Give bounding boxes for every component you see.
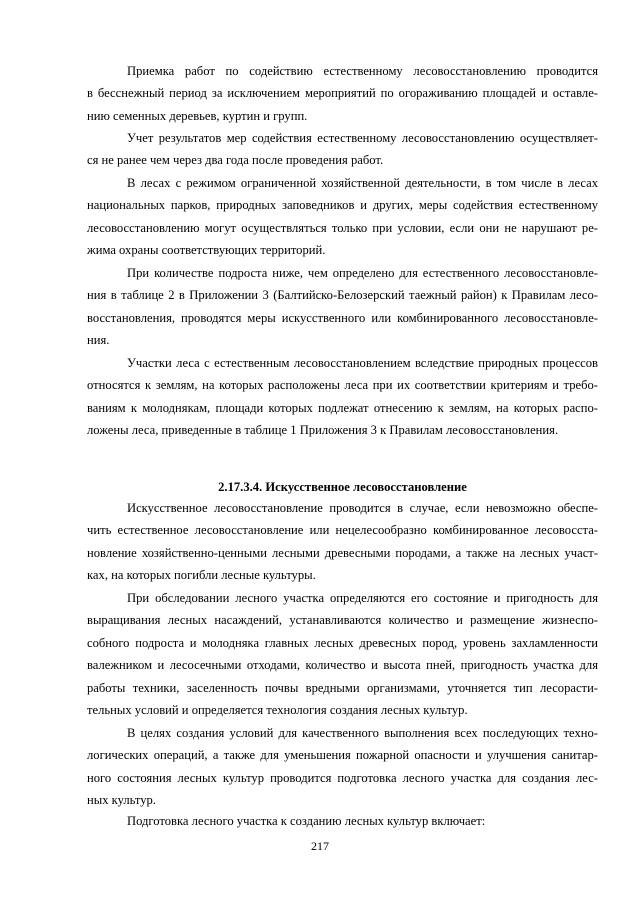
text-line: Искусственное лесовосстановление проводится в случае, если невозможно обеспе-: [127, 501, 598, 515]
text-line: ся не ранее чем через два года после проведения работ.: [87, 153, 384, 168]
page-number: 217: [311, 839, 329, 853]
text-line: валежником и лесосечными отходами, количество и высота пней, пригодность участка для: [87, 658, 598, 673]
paragraph-limited-activity: [87, 172, 598, 262]
text-line: выращивания лесных насаждений, устанавливаются количество и размещение жизнеспо-: [87, 613, 598, 628]
text-line: ния в таблице 2 в Приложении 3 (Балтийско-Белозерский таежный район) к Правилам лесо-: [87, 288, 598, 303]
text-line: ния.: [87, 333, 110, 348]
text-line: ваниям к молоднякам, площади которых подлежат отнесению к землям, на которых распо-: [87, 400, 598, 415]
text-line: ного состояния лесных культур проводится подготовка лесного участка для создания лес-: [87, 770, 598, 785]
text-line: новление хозяйственно-ценными лесными древесными породами, а также на лесных участ-: [87, 545, 598, 560]
text-line: восстановления, проводятся меры искусственного или комбинированного лесовосстановле-: [87, 310, 598, 325]
text-line: Учет результатов мер содействия естественному лесовосстановлению осуществляет-: [127, 131, 598, 145]
text-line: нию семенных деревьев, куртин и групп.: [87, 108, 308, 123]
text-line: тельных условий и определяется технология создания лесных культур.: [87, 702, 468, 717]
text-line: ных культур.: [87, 793, 156, 808]
text-line: относятся к землям, на которых расположены леса при их соответствии критериям и требо-: [87, 378, 598, 393]
text-line: Участки леса с естественным лесовосстановлением вследствие природных процессов: [127, 356, 598, 370]
text-line: ложены леса, приведенные в таблице 1 Приложения 3 к Правилам лесовосстановления.: [87, 423, 559, 438]
text-line: В целях создания условий для качественного выполнения всех последующих техно-: [127, 726, 598, 740]
text-line: При количестве подроста ниже, чем определено для естественного лесовосстановле-: [127, 266, 598, 280]
section-heading: 2.17.3.4. Искусственное лесовосстановление: [218, 480, 467, 494]
paragraph-acceptance: [87, 60, 598, 127]
paragraph-site-survey: [87, 587, 598, 721]
text-line: жима охраны соответствующих территорий.: [87, 243, 326, 258]
text-line: собного подроста и молодняка главных лесных древесных пород, уровень захламленности: [87, 635, 598, 650]
text-line: в бесснежный период за исключением мероприятий по огораживанию площадей и оставле-: [87, 86, 598, 101]
paragraph-preparation-includes: [87, 810, 598, 832]
text-line: При обследовании лесного участка определяются его состояние и пригодность для: [127, 591, 598, 605]
text-line: Приемка работ по содействию естественному лесовосстановлению проводится: [127, 64, 598, 78]
text-line: чить естественное лесовосстановление или нецелесообразно комбинированное лесовосста-: [87, 523, 598, 538]
text-line: Подготовка лесного участка к созданию лесных культур включает:: [127, 814, 486, 828]
text-line: ках, на которых погибли лесные культуры.: [87, 568, 316, 583]
paragraph-artificial-regeneration: [87, 497, 598, 587]
text-line: национальных парков, природных заповедников и других, меры содействия естественному: [87, 198, 598, 213]
paragraph-site-preparation: [87, 722, 598, 812]
text-line: В лесах с режимом ограниченной хозяйственной деятельности, в том числе в лесах: [127, 176, 598, 190]
paragraph-accounting: [87, 127, 598, 172]
paragraph-undergrowth: [87, 262, 598, 352]
text-line: работы техники, заселенность почвы вредными организмами, уточняется тип лесорасти-: [87, 680, 598, 695]
paragraph-natural-regeneration: [87, 352, 598, 442]
text-line: лесовосстановлению могут осуществляться только при условии, если они не нарушают ре-: [87, 220, 598, 235]
text-line: логических операций, а также для уменьшения пожарной опасности и улучшения санитар-: [87, 748, 598, 763]
